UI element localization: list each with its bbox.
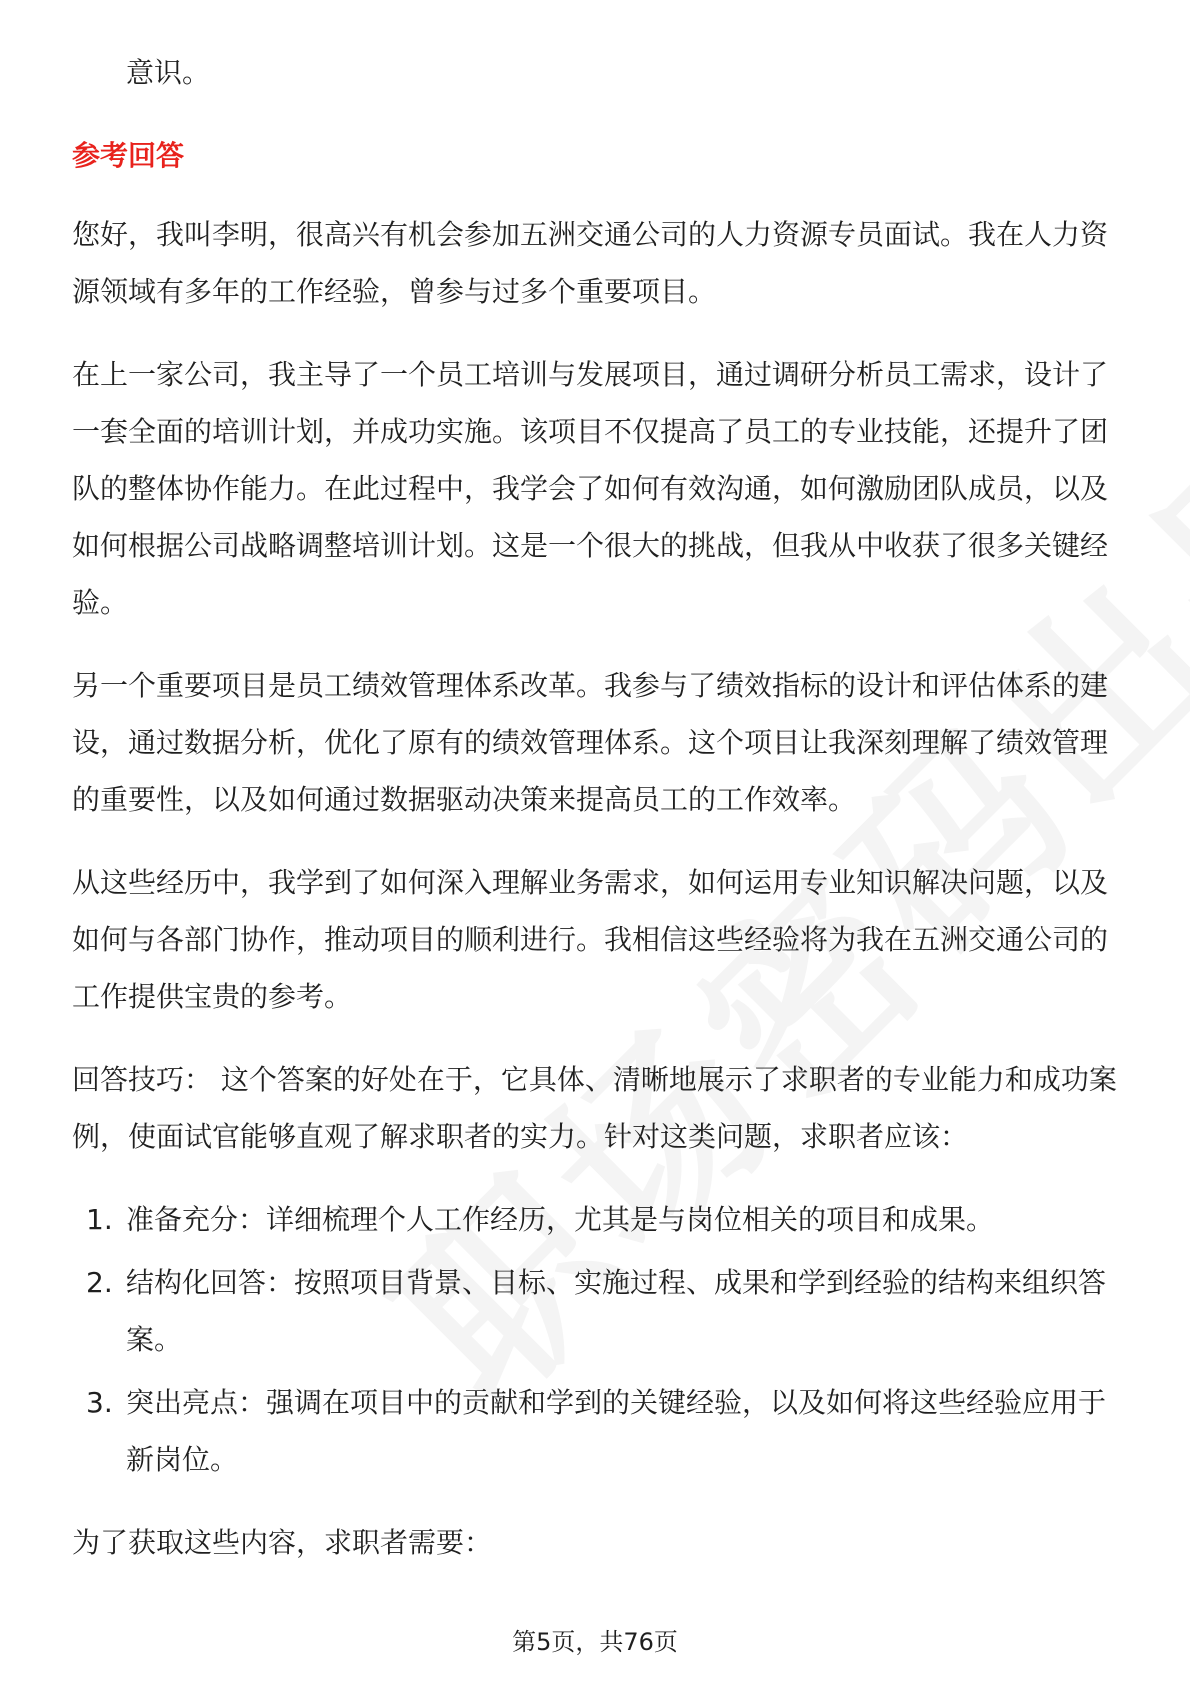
document-body [72, 44, 1122, 1571]
tips-list-item [72, 1374, 1122, 1488]
closing-line: 为了获取这些内容，求职者需要： [72, 1526, 493, 1559]
list-number: 1. [86, 1203, 113, 1236]
paragraph-lessons: 从这些经历中，我学到了如何深入理解业务需求，如何运用专业知识解决问题，以及如何与各部门协作，推动项目的顺利进行。我相信这些经验将为我在五洲交通公司的工作提供宝贵的参考。 [72, 866, 1109, 1013]
list-item-text: 结构化回答：按照项目背景、目标、实施过程、成果和学到经验的结构来组织答案。 [126, 1266, 1107, 1356]
list-number: 3. [86, 1386, 113, 1419]
paragraph-answer-tips: 回答技巧： 这个答案的好处在于，它具体、清晰地展示了求职者的专业能力和成功案例，使面试官能够直观了解求职者的实力。针对这类问题，求职者应该： [72, 1063, 1117, 1153]
paragraph-intro: 您好，我叫李明，很高兴有机会参加五洲交通公司的人力资源专员面试。我在人力资源领域有多年的工作经验，曾参与过多个重要项目。 [72, 218, 1109, 308]
paragraph-performance-project: 另一个重要项目是员工绩效管理体系改革。我参与了绩效指标的设计和评估体系的建设，通过数据分析，优化了原有的绩效管理体系。这个项目让我深刻理解了绩效管理的重要性，以及如何通过数据驱动决策来提高员工的工作效率。 [72, 669, 1109, 816]
section-heading: 参考回答 [72, 139, 185, 172]
list-item-text: 突出亮点：强调在项目中的贡献和学到的关键经验，以及如何将这些经验应用于新岗位。 [126, 1386, 1107, 1476]
tips-list-item [72, 1254, 1122, 1368]
continued-fragment: 意识。 [126, 56, 211, 89]
page-number: 第5页，共76页 [512, 1628, 678, 1656]
list-number: 2. [86, 1266, 113, 1299]
tips-list [72, 1191, 1122, 1488]
list-item-text: 准备充分：详细梳理个人工作经历，尤其是与岗位相关的项目和成果。 [126, 1203, 995, 1236]
tips-list-item [72, 1191, 1122, 1248]
paragraph-training-project: 在上一家公司，我主导了一个员工培训与发展项目，通过调研分析员工需求，设计了一套全面的培训计划，并成功实施。该项目不仅提高了员工的专业技能，还提升了团队的整体协作能力。在此过程中，我学会了如何有效沟通，如何激励团队成员，以及如何根据公司战略调整培训计划。这是一个很大的挑战，但我从中收获了很多关键经验。 [72, 358, 1109, 619]
